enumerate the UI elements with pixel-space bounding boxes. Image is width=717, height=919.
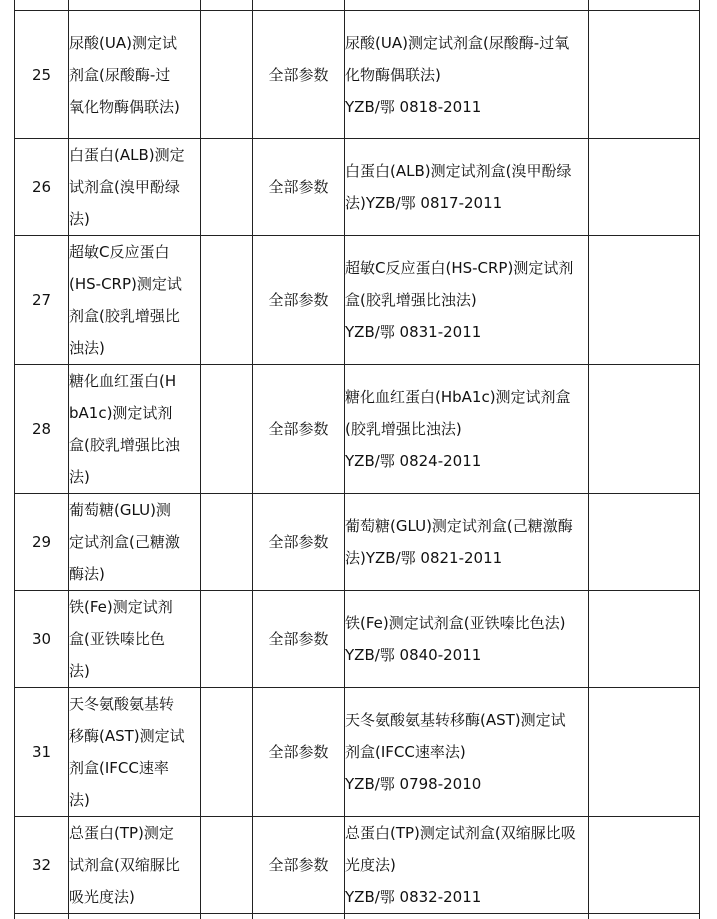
cell-remark bbox=[589, 365, 700, 494]
cell-blank bbox=[201, 365, 253, 494]
cell-standard bbox=[345, 11, 589, 139]
cell-standard bbox=[345, 494, 589, 591]
cell-param: 全部参数 bbox=[253, 688, 345, 817]
item-name: 糖化血红蛋白(HbA1c)测定试剂盒(胶乳增强比浊法) bbox=[69, 372, 180, 486]
standard-code: YZB/鄂 0818-2011 bbox=[345, 97, 482, 116]
standard-code: YZB/鄂 0798-2010 bbox=[345, 775, 482, 793]
table-row bbox=[15, 11, 700, 139]
cell-standard bbox=[345, 139, 589, 236]
cell-blank bbox=[201, 0, 253, 11]
cell-name bbox=[69, 817, 201, 914]
table-row bbox=[15, 139, 700, 236]
cell-no: 28 bbox=[15, 365, 69, 494]
cell-remark bbox=[589, 11, 700, 139]
cell-standard bbox=[345, 236, 589, 365]
cell-name bbox=[69, 688, 201, 817]
item-name: 总蛋白(TP)测定试剂盒(双缩脲比吸光度法) bbox=[69, 824, 180, 906]
cell-param: 全部参数 bbox=[253, 11, 345, 139]
standard-text: 糖化血红蛋白(HbA1c)测定试剂盒(胶乳增强比浊法) bbox=[345, 388, 571, 438]
cell-no bbox=[15, 914, 69, 919]
standard-code: YZB/鄂 0831-2011 bbox=[345, 323, 482, 341]
cell-standard bbox=[345, 817, 589, 914]
item-name: 白蛋白(ALB)测定试剂盒(溴甲酚绿法) bbox=[69, 146, 185, 228]
standard-text: 白蛋白(ALB)测定试剂盒(溴甲酚绿法)YZB/鄂 0817-2011 bbox=[345, 162, 572, 212]
standard-code: YZB/鄂 0832-2011 bbox=[345, 888, 482, 906]
standard-text: 超敏C反应蛋白(HS-CRP)测定试剂盒(胶乳增强比浊法) bbox=[345, 259, 574, 309]
cell-param: 全部参数 bbox=[253, 494, 345, 591]
cell-no: 31 bbox=[15, 688, 69, 817]
cell-blank bbox=[201, 688, 253, 817]
standard-text: 尿酸(UA)测定试剂盒(尿酸酶-过氧化物酶偶联法) bbox=[345, 33, 570, 84]
cell-no: 32 bbox=[15, 817, 69, 914]
cell-remark bbox=[589, 139, 700, 236]
standard-code: YZB/鄂 0840-2011 bbox=[345, 646, 482, 664]
cell-param: 全部参数 bbox=[253, 236, 345, 365]
cell-name bbox=[69, 914, 201, 919]
cell-blank bbox=[201, 817, 253, 914]
cell-no: 29 bbox=[15, 494, 69, 591]
cell-remark bbox=[589, 688, 700, 817]
standard-text: 总蛋白(TP)测定试剂盒(双缩脲比吸光度法) bbox=[345, 824, 576, 874]
cell-blank bbox=[201, 591, 253, 688]
cell-name bbox=[69, 11, 201, 139]
item-name: 天冬氨酸氨基转移酶(AST)测定试剂盒(IFCC速率法) bbox=[69, 695, 185, 809]
cell-blank bbox=[201, 139, 253, 236]
cell-name bbox=[69, 236, 201, 365]
cell-param: 全部参数 bbox=[253, 591, 345, 688]
item-name: 尿酸(UA)测定试剂盒(尿酸酶-过氧化物酶偶联法) bbox=[69, 33, 180, 116]
cell-remark bbox=[589, 236, 700, 365]
standard-text: 铁(Fe)测定试剂盒(亚铁嗪比色法) bbox=[345, 614, 566, 632]
cell-standard bbox=[345, 914, 589, 919]
cell-name bbox=[69, 139, 201, 236]
cell-blank bbox=[201, 11, 253, 139]
cell-name bbox=[69, 591, 201, 688]
standard-text: 葡萄糖(GLU)测定试剂盒(己糖激酶法)YZB/鄂 0821-2011 bbox=[345, 517, 573, 567]
cell-name bbox=[69, 0, 201, 11]
item-name: 超敏C反应蛋白(HS-CRP)测定试剂盒(胶乳增强比浊法) bbox=[69, 243, 182, 357]
table-row bbox=[15, 914, 700, 919]
cell-remark bbox=[589, 494, 700, 591]
cell-standard bbox=[345, 365, 589, 494]
standard-code: YZB/鄂 0824-2011 bbox=[345, 452, 482, 470]
cell-name bbox=[69, 365, 201, 494]
cell-blank bbox=[201, 914, 253, 919]
cell-param bbox=[253, 0, 345, 11]
spec-table bbox=[14, 0, 700, 919]
cell-blank bbox=[201, 236, 253, 365]
cell-remark bbox=[589, 0, 700, 11]
cell-param: 全部参数 bbox=[253, 365, 345, 494]
item-name: 铁(Fe)测定试剂盒(亚铁嗪比色法) bbox=[69, 598, 173, 680]
cell-param: 全部参数 bbox=[253, 817, 345, 914]
cell-no: 25 bbox=[15, 11, 69, 139]
cell-remark bbox=[589, 817, 700, 914]
table-row bbox=[15, 591, 700, 688]
cell-no: 27 bbox=[15, 236, 69, 365]
table-row bbox=[15, 494, 700, 591]
cell-param bbox=[253, 914, 345, 919]
cell-remark bbox=[589, 914, 700, 919]
cell-standard bbox=[345, 0, 589, 11]
table-row bbox=[15, 365, 700, 494]
cell-no: 26 bbox=[15, 139, 69, 236]
cell-remark bbox=[589, 591, 700, 688]
cell-no: 30 bbox=[15, 591, 69, 688]
cell-standard bbox=[345, 688, 589, 817]
table-row bbox=[15, 817, 700, 914]
cell-param: 全部参数 bbox=[253, 139, 345, 236]
table-row bbox=[15, 688, 700, 817]
table-row bbox=[15, 236, 700, 365]
table-row bbox=[15, 0, 700, 11]
standard-text: 天冬氨酸氨基转移酶(AST)测定试剂盒(IFCC速率法) bbox=[345, 711, 566, 761]
cell-no bbox=[15, 0, 69, 11]
cell-name bbox=[69, 494, 201, 591]
item-name: 葡萄糖(GLU)测定试剂盒(己糖激酶法) bbox=[69, 501, 180, 583]
cell-blank bbox=[201, 494, 253, 591]
cell-standard bbox=[345, 591, 589, 688]
